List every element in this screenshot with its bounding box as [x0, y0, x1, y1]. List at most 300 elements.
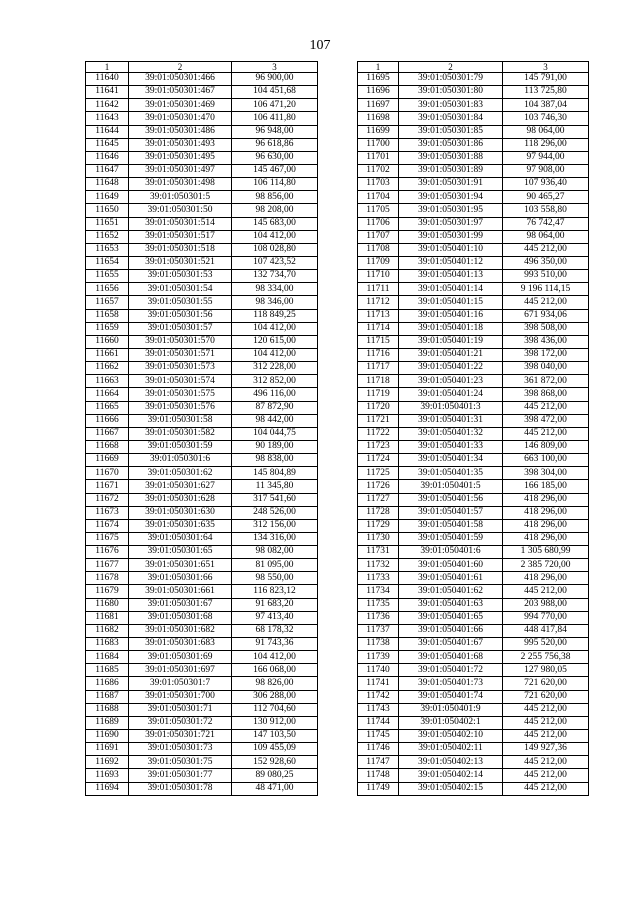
- cadastral-number-cell: 39:01:050301:73: [129, 743, 232, 756]
- table-row: [358, 769, 589, 782]
- right-table: [357, 61, 589, 796]
- value-cell: 96 618,86: [232, 138, 318, 151]
- value-cell: 445 212,00: [503, 703, 589, 716]
- table-row: [358, 506, 589, 519]
- table-row: [358, 243, 589, 256]
- row-number-cell: 11728: [358, 506, 399, 519]
- row-number-cell: 11723: [358, 440, 399, 453]
- table-row: [358, 611, 589, 624]
- row-number-cell: 11648: [86, 178, 129, 191]
- cadastral-number-cell: 39:01:050301:683: [129, 638, 232, 651]
- cadastral-number-cell: 39:01:050401:12: [399, 256, 503, 269]
- table-row: [86, 598, 318, 611]
- table-row: [358, 86, 589, 99]
- table-row: [358, 375, 589, 388]
- value-cell: 994 770,00: [503, 611, 589, 624]
- table-row: [86, 585, 318, 598]
- cadastral-number-cell: 39:01:050401:35: [399, 467, 503, 480]
- row-number-cell: 11657: [86, 296, 129, 309]
- row-number-cell: 11724: [358, 454, 399, 467]
- cadastral-number-cell: 39:01:050402:11: [399, 743, 503, 756]
- value-cell: 116 823,12: [232, 585, 318, 598]
- value-cell: 98 442,00: [232, 414, 318, 427]
- table-row: [358, 322, 589, 335]
- row-number-cell: 11744: [358, 716, 399, 729]
- table-row: [358, 283, 589, 296]
- row-number-cell: 11676: [86, 546, 129, 559]
- row-number-cell: 11645: [86, 138, 129, 151]
- table-row: [86, 335, 318, 348]
- row-number-cell: 11733: [358, 572, 399, 585]
- row-number-cell: 11646: [86, 151, 129, 164]
- cadastral-number-cell: 39:01:050301:466: [129, 73, 232, 86]
- value-cell: 418 296,00: [503, 572, 589, 585]
- row-number-cell: 11706: [358, 217, 399, 230]
- row-number-cell: 11732: [358, 559, 399, 572]
- value-cell: 149 927,36: [503, 743, 589, 756]
- cadastral-number-cell: 39:01:050301:78: [129, 782, 232, 795]
- value-cell: 120 615,00: [232, 335, 318, 348]
- table-row: [86, 217, 318, 230]
- cadastral-number-cell: 39:01:050301:50: [129, 204, 232, 217]
- cadastral-number-cell: 39:01:050301:571: [129, 348, 232, 361]
- cadastral-number-cell: 39:01:050401:6: [399, 546, 503, 559]
- cadastral-number-cell: 39:01:050301:58: [129, 414, 232, 427]
- cadastral-number-cell: 39:01:050401:9: [399, 703, 503, 716]
- cadastral-number-cell: 39:01:050301:635: [129, 519, 232, 532]
- value-cell: 104 412,00: [232, 230, 318, 243]
- table-row: [358, 230, 589, 243]
- column-header-number: 1: [358, 62, 399, 73]
- row-number-cell: 11717: [358, 362, 399, 375]
- cadastral-number-cell: 39:01:050401:59: [399, 532, 503, 545]
- value-cell: 418 296,00: [503, 532, 589, 545]
- table-row: [86, 716, 318, 729]
- cadastral-number-cell: 39:01:050301:627: [129, 480, 232, 493]
- row-number-cell: 11711: [358, 283, 399, 296]
- value-cell: 134 316,00: [232, 532, 318, 545]
- left-table-body: [86, 73, 318, 796]
- cadastral-number-cell: 39:01:050301:95: [399, 204, 503, 217]
- cadastral-number-cell: 39:01:050301:79: [399, 73, 503, 86]
- value-cell: 98 082,00: [232, 546, 318, 559]
- value-cell: 132 734,70: [232, 270, 318, 283]
- table-row: [86, 230, 318, 243]
- value-cell: 98 064,00: [503, 125, 589, 138]
- table-row: [86, 191, 318, 204]
- table-row: [358, 401, 589, 414]
- value-cell: 9 196 114,15: [503, 283, 589, 296]
- value-cell: 98 856,00: [232, 191, 318, 204]
- row-number-cell: 11688: [86, 703, 129, 716]
- row-number-cell: 11713: [358, 309, 399, 322]
- cadastral-number-cell: 39:01:050301:91: [399, 178, 503, 191]
- cadastral-number-cell: 39:01:050301:495: [129, 151, 232, 164]
- row-number-cell: 11666: [86, 414, 129, 427]
- row-number-cell: 11661: [86, 348, 129, 361]
- cadastral-number-cell: 39:01:050402:13: [399, 756, 503, 769]
- value-cell: 398 172,00: [503, 348, 589, 361]
- table-row: [86, 703, 318, 716]
- cadastral-number-cell: 39:01:050301:517: [129, 230, 232, 243]
- row-number-cell: 11693: [86, 769, 129, 782]
- value-cell: 398 436,00: [503, 335, 589, 348]
- value-cell: 104 451,68: [232, 86, 318, 99]
- cadastral-number-cell: 39:01:050301:99: [399, 230, 503, 243]
- table-row: [358, 204, 589, 217]
- cadastral-number-cell: 39:01:050301:84: [399, 112, 503, 125]
- row-number-cell: 11747: [358, 756, 399, 769]
- table-row: [86, 769, 318, 782]
- cadastral-number-cell: 39:01:050301:470: [129, 112, 232, 125]
- cadastral-number-cell: 39:01:050401:66: [399, 624, 503, 637]
- cadastral-number-cell: 39:01:050301:493: [129, 138, 232, 151]
- row-number-cell: 11674: [86, 519, 129, 532]
- cadastral-number-cell: 39:01:050301:651: [129, 559, 232, 572]
- value-cell: 104 044,75: [232, 427, 318, 440]
- row-number-cell: 11656: [86, 283, 129, 296]
- cadastral-number-cell: 39:01:050401:61: [399, 572, 503, 585]
- cadastral-number-cell: 39:01:050301:68: [129, 611, 232, 624]
- value-cell: 312 852,00: [232, 375, 318, 388]
- table-row: [358, 270, 589, 283]
- cadastral-number-cell: 39:01:050301:97: [399, 217, 503, 230]
- table-row: [358, 151, 589, 164]
- table-row: [86, 506, 318, 519]
- value-cell: 97 944,00: [503, 151, 589, 164]
- cadastral-number-cell: 39:01:050401:73: [399, 677, 503, 690]
- cadastral-number-cell: 39:01:050301:53: [129, 270, 232, 283]
- value-cell: 104 412,00: [232, 651, 318, 664]
- cadastral-number-cell: 39:01:050401:5: [399, 480, 503, 493]
- table-row: [358, 638, 589, 651]
- table-row: [358, 743, 589, 756]
- cadastral-number-cell: 39:01:050401:18: [399, 322, 503, 335]
- value-cell: 146 809,00: [503, 440, 589, 453]
- value-cell: 98 838,00: [232, 454, 318, 467]
- row-number-cell: 11695: [358, 73, 399, 86]
- table-row: [358, 440, 589, 453]
- row-number-cell: 11716: [358, 348, 399, 361]
- row-number-cell: 11659: [86, 322, 129, 335]
- cadastral-number-cell: 39:01:050402:1: [399, 716, 503, 729]
- row-number-cell: 11715: [358, 335, 399, 348]
- cadastral-number-cell: 39:01:050301:62: [129, 467, 232, 480]
- table-row: [358, 348, 589, 361]
- value-cell: 663 100,00: [503, 454, 589, 467]
- value-cell: 445 212,00: [503, 756, 589, 769]
- value-cell: 118 849,25: [232, 309, 318, 322]
- value-cell: 98 550,00: [232, 572, 318, 585]
- row-number-cell: 11730: [358, 532, 399, 545]
- cadastral-number-cell: 39:01:050301:54: [129, 283, 232, 296]
- row-number-cell: 11704: [358, 191, 399, 204]
- table-row: [358, 164, 589, 177]
- row-number-cell: 11735: [358, 598, 399, 611]
- table-row: [358, 388, 589, 401]
- row-number-cell: 11675: [86, 532, 129, 545]
- row-number-cell: 11671: [86, 480, 129, 493]
- table-row: [358, 125, 589, 138]
- value-cell: 445 212,00: [503, 730, 589, 743]
- cadastral-number-cell: 39:01:050301:83: [399, 99, 503, 112]
- value-cell: 127 980,05: [503, 664, 589, 677]
- cadastral-number-cell: 39:01:050301:94: [399, 191, 503, 204]
- row-number-cell: 11685: [86, 664, 129, 677]
- cadastral-number-cell: 39:01:050301:469: [129, 99, 232, 112]
- row-number-cell: 11714: [358, 322, 399, 335]
- row-number-cell: 11709: [358, 256, 399, 269]
- table-row: [358, 256, 589, 269]
- value-cell: 91 743,36: [232, 638, 318, 651]
- row-number-cell: 11682: [86, 624, 129, 637]
- value-cell: 445 212,00: [503, 716, 589, 729]
- value-cell: 106 114,80: [232, 178, 318, 191]
- row-number-cell: 11748: [358, 769, 399, 782]
- table-row: [86, 611, 318, 624]
- value-cell: 90 189,00: [232, 440, 318, 453]
- cadastral-number-cell: 39:01:050301:66: [129, 572, 232, 585]
- table-row: [86, 651, 318, 664]
- table-row: [358, 480, 589, 493]
- row-number-cell: 11745: [358, 730, 399, 743]
- table-row: [358, 651, 589, 664]
- row-number-cell: 11725: [358, 467, 399, 480]
- row-number-cell: 11650: [86, 204, 129, 217]
- table-row: [358, 756, 589, 769]
- value-cell: 108 028,80: [232, 243, 318, 256]
- row-number-cell: 11708: [358, 243, 399, 256]
- table-row: [358, 703, 589, 716]
- table-row: [86, 309, 318, 322]
- value-cell: 2 255 756,38: [503, 651, 589, 664]
- value-cell: 721 620,00: [503, 690, 589, 703]
- value-cell: 98 346,00: [232, 296, 318, 309]
- column-header-value: 3: [503, 62, 589, 73]
- value-cell: 995 520,00: [503, 638, 589, 651]
- row-number-cell: 11699: [358, 125, 399, 138]
- row-number-cell: 11653: [86, 243, 129, 256]
- table-row: [358, 138, 589, 151]
- row-number-cell: 11673: [86, 506, 129, 519]
- value-cell: 97 908,00: [503, 164, 589, 177]
- cadastral-number-cell: 39:01:050301:80: [399, 86, 503, 99]
- table-row: [86, 493, 318, 506]
- cadastral-number-cell: 39:01:050301:71: [129, 703, 232, 716]
- row-number-cell: 11701: [358, 151, 399, 164]
- row-number-cell: 11694: [86, 782, 129, 795]
- table-row: [358, 546, 589, 559]
- cadastral-number-cell: 39:01:050401:57: [399, 506, 503, 519]
- row-number-cell: 11727: [358, 493, 399, 506]
- value-cell: 166 068,00: [232, 664, 318, 677]
- cadastral-number-cell: 39:01:050301:630: [129, 506, 232, 519]
- row-number-cell: 11651: [86, 217, 129, 230]
- cadastral-number-cell: 39:01:050301:697: [129, 664, 232, 677]
- cadastral-number-cell: 39:01:050401:15: [399, 296, 503, 309]
- row-number-cell: 11722: [358, 427, 399, 440]
- row-number-cell: 11696: [358, 86, 399, 99]
- table-row: [86, 322, 318, 335]
- table-row: [358, 296, 589, 309]
- table-row: [358, 191, 589, 204]
- row-number-cell: 11707: [358, 230, 399, 243]
- row-number-cell: 11740: [358, 664, 399, 677]
- cadastral-number-cell: 39:01:050401:74: [399, 690, 503, 703]
- cadastral-number-cell: 39:01:050301:89: [399, 164, 503, 177]
- table-row: [86, 243, 318, 256]
- cadastral-number-cell: 39:01:050301:574: [129, 375, 232, 388]
- header-row: [358, 62, 589, 73]
- table-row: [358, 598, 589, 611]
- row-number-cell: 11668: [86, 440, 129, 453]
- row-number-cell: 11746: [358, 743, 399, 756]
- table-row: [358, 559, 589, 572]
- value-cell: 166 185,00: [503, 480, 589, 493]
- row-number-cell: 11749: [358, 782, 399, 795]
- row-number-cell: 11697: [358, 99, 399, 112]
- cadastral-number-cell: 39:01:050301:661: [129, 585, 232, 598]
- value-cell: 103 746,30: [503, 112, 589, 125]
- table-row: [86, 204, 318, 217]
- value-cell: 48 471,00: [232, 782, 318, 795]
- value-cell: 106 471,20: [232, 99, 318, 112]
- row-number-cell: 11677: [86, 559, 129, 572]
- cadastral-number-cell: 39:01:050301:69: [129, 651, 232, 664]
- value-cell: 104 412,00: [232, 348, 318, 361]
- row-number-cell: 11691: [86, 743, 129, 756]
- value-cell: 130 912,00: [232, 716, 318, 729]
- row-number-cell: 11662: [86, 362, 129, 375]
- row-number-cell: 11640: [86, 73, 129, 86]
- cadastral-number-cell: 39:01:050401:32: [399, 427, 503, 440]
- cadastral-number-cell: 39:01:050301:514: [129, 217, 232, 230]
- value-cell: 445 212,00: [503, 401, 589, 414]
- row-number-cell: 11641: [86, 86, 129, 99]
- value-cell: 107 423,52: [232, 256, 318, 269]
- table-row: [86, 86, 318, 99]
- table-row: [86, 270, 318, 283]
- value-cell: 106 411,80: [232, 112, 318, 125]
- cadastral-number-cell: 39:01:050301:67: [129, 598, 232, 611]
- cadastral-number-cell: 39:01:050301:582: [129, 427, 232, 440]
- cadastral-number-cell: 39:01:050301:57: [129, 322, 232, 335]
- cadastral-number-cell: 39:01:050401:24: [399, 388, 503, 401]
- table-row: [86, 572, 318, 585]
- value-cell: 671 934,06: [503, 309, 589, 322]
- table-row: [86, 178, 318, 191]
- value-cell: 445 212,00: [503, 427, 589, 440]
- row-number-cell: 11703: [358, 178, 399, 191]
- row-number-cell: 11710: [358, 270, 399, 283]
- table-row: [86, 467, 318, 480]
- value-cell: 496 350,00: [503, 256, 589, 269]
- row-number-cell: 11680: [86, 598, 129, 611]
- cadastral-number-cell: 39:01:050401:23: [399, 375, 503, 388]
- table-row: [86, 782, 318, 795]
- value-cell: 112 704,60: [232, 703, 318, 716]
- row-number-cell: 11726: [358, 480, 399, 493]
- cadastral-number-cell: 39:01:050402:14: [399, 769, 503, 782]
- value-cell: 113 725,80: [503, 86, 589, 99]
- table-row: [358, 677, 589, 690]
- value-cell: 109 455,09: [232, 743, 318, 756]
- value-cell: 2 385 720,00: [503, 559, 589, 572]
- cadastral-number-cell: 39:01:050402:10: [399, 730, 503, 743]
- row-number-cell: 11678: [86, 572, 129, 585]
- value-cell: 448 417,84: [503, 624, 589, 637]
- row-number-cell: 11739: [358, 651, 399, 664]
- value-cell: 98 064,00: [503, 230, 589, 243]
- table-row: [86, 454, 318, 467]
- table-row: [358, 493, 589, 506]
- column-header-value: 3: [232, 62, 318, 73]
- row-number-cell: 11664: [86, 388, 129, 401]
- value-cell: 312 156,00: [232, 519, 318, 532]
- table-row: [86, 73, 318, 86]
- cadastral-number-cell: 39:01:050401:72: [399, 664, 503, 677]
- cadastral-number-cell: 39:01:050301:64: [129, 532, 232, 545]
- cadastral-number-cell: 39:01:050301:88: [399, 151, 503, 164]
- cadastral-number-cell: 39:01:050301:86: [399, 138, 503, 151]
- table-row: [86, 546, 318, 559]
- cadastral-number-cell: 39:01:050301:7: [129, 677, 232, 690]
- cadastral-number-cell: 39:01:050301:628: [129, 493, 232, 506]
- left-table: [85, 61, 318, 796]
- cadastral-number-cell: 39:01:050401:22: [399, 362, 503, 375]
- value-cell: 445 212,00: [503, 243, 589, 256]
- value-cell: 145 467,00: [232, 164, 318, 177]
- table-row: [358, 519, 589, 532]
- cadastral-number-cell: 39:01:050301:721: [129, 730, 232, 743]
- table-row: [358, 427, 589, 440]
- row-number-cell: 11644: [86, 125, 129, 138]
- cadastral-number-cell: 39:01:050301:498: [129, 178, 232, 191]
- table-row: [86, 624, 318, 637]
- row-number-cell: 11652: [86, 230, 129, 243]
- table-row: [86, 99, 318, 112]
- cadastral-number-cell: 39:01:050301:72: [129, 716, 232, 729]
- table-row: [358, 664, 589, 677]
- table-row: [86, 125, 318, 138]
- page-number: 107: [309, 38, 331, 53]
- cadastral-number-cell: 39:01:050401:62: [399, 585, 503, 598]
- table-row: [86, 138, 318, 151]
- table-row: [358, 716, 589, 729]
- table-row: [86, 730, 318, 743]
- row-number-cell: 11663: [86, 375, 129, 388]
- column-header-cadastral: 2: [399, 62, 503, 73]
- row-number-cell: 11679: [86, 585, 129, 598]
- row-number-cell: 11698: [358, 112, 399, 125]
- row-number-cell: 11729: [358, 519, 399, 532]
- header-row: [86, 62, 318, 73]
- row-number-cell: 11736: [358, 611, 399, 624]
- table-row: [86, 256, 318, 269]
- row-number-cell: 11720: [358, 401, 399, 414]
- table-row: [358, 73, 589, 86]
- table-row: [358, 112, 589, 125]
- value-cell: 398 304,00: [503, 467, 589, 480]
- table-row: [86, 296, 318, 309]
- table-row: [86, 532, 318, 545]
- table-row: [358, 414, 589, 427]
- table-row: [86, 112, 318, 125]
- cadastral-number-cell: 39:01:050301:65: [129, 546, 232, 559]
- value-cell: 398 040,00: [503, 362, 589, 375]
- value-cell: 312 228,00: [232, 362, 318, 375]
- value-cell: 398 508,00: [503, 322, 589, 335]
